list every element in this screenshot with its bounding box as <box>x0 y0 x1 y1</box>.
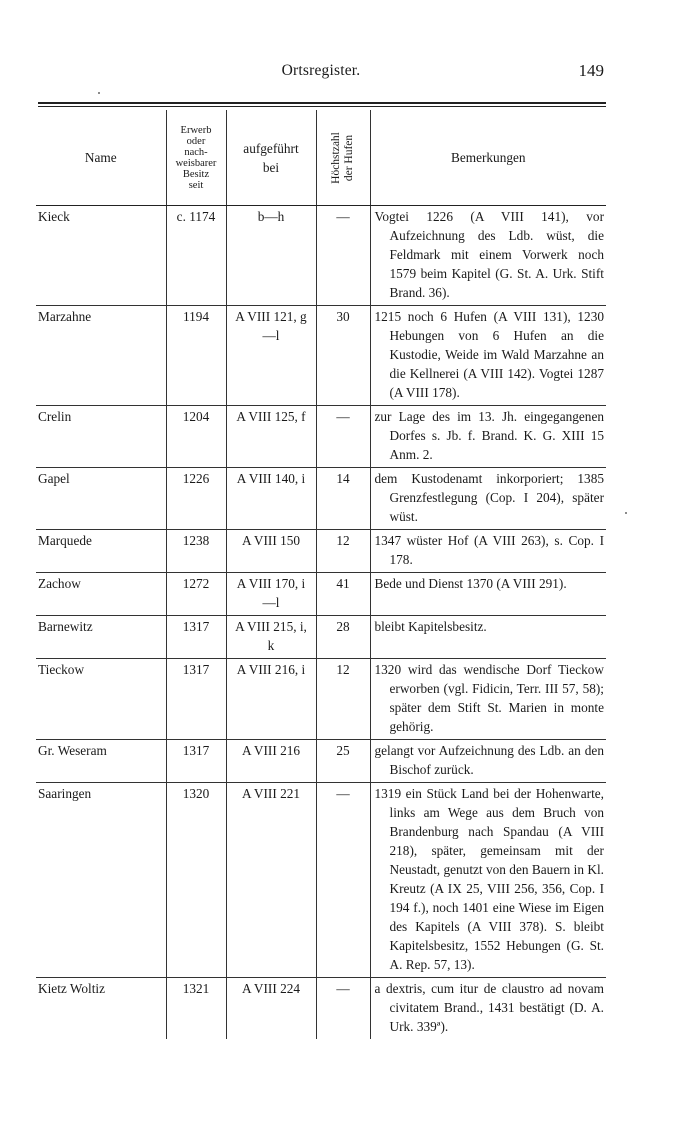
col-header-hoechstzahl-line: Höchstzahl <box>330 131 342 184</box>
col-header-bemerkungen: Bemerkungen <box>370 110 606 206</box>
remark-text: Vogtei 1226 (A VIII 141), vor Aufzeichnung des Ldb. wüst, die Feldmark mit einem Vorwerk noch 1579 beim Kapitel (G. St. A. Urk. Stift Brand. 36). <box>374 209 604 300</box>
col-header-aufgefuehrt-line: aufgeführt <box>243 140 299 156</box>
running-title: Ortsregister. <box>281 62 361 79</box>
header-rule-thin <box>38 106 606 107</box>
cell-year: 1226 <box>166 468 226 530</box>
cell-ref: A VIII 140, i <box>226 468 316 530</box>
cell-name: Marzahne <box>36 306 166 406</box>
table-row <box>36 573 606 616</box>
cell-max-hufen: 12 <box>316 659 370 740</box>
cell-year: 1238 <box>166 530 226 573</box>
cell-max-hufen: — <box>316 406 370 468</box>
cell-year: 1204 <box>166 406 226 468</box>
col-header-aufgefuehrt <box>226 110 316 206</box>
table-row <box>36 468 606 530</box>
cell-max-hufen: 41 <box>316 573 370 616</box>
table-row <box>36 406 606 468</box>
col-header-erwerb-line: Besitz <box>182 168 210 180</box>
cell-remark <box>370 783 606 978</box>
table-row <box>36 978 606 1040</box>
remark-text: gelangt vor Aufzeichnung des Ldb. an den Bischof zurück. <box>374 743 604 777</box>
cell-remark <box>370 573 606 616</box>
table-header-row <box>36 110 606 206</box>
col-header-erwerb-line: weisbarer <box>175 157 217 169</box>
cell-year: 1272 <box>166 573 226 616</box>
cell-max-hufen: 30 <box>316 306 370 406</box>
cell-ref: A VIII 215, i, k <box>226 616 316 659</box>
cell-max-hufen: — <box>316 783 370 978</box>
cell-name: Tieckow <box>36 659 166 740</box>
cell-ref: A VIII 170, i—l <box>226 573 316 616</box>
cell-ref: A VIII 224 <box>226 978 316 1040</box>
cell-max-hufen: 14 <box>316 468 370 530</box>
remark-text: bleibt Kapitelsbesitz. <box>374 619 487 634</box>
cell-name: Barnewitz <box>36 616 166 659</box>
table-row <box>36 616 606 659</box>
cell-max-hufen: 28 <box>316 616 370 659</box>
cell-max-hufen: 25 <box>316 740 370 783</box>
cell-ref: A VIII 216 <box>226 740 316 783</box>
cell-name: Kietz Woltiz <box>36 978 166 1040</box>
table-row <box>36 530 606 573</box>
cell-remark <box>370 468 606 530</box>
cell-year: 1317 <box>166 616 226 659</box>
print-speck <box>625 512 627 514</box>
cell-remark <box>370 740 606 783</box>
cell-year: 1321 <box>166 978 226 1040</box>
page-header <box>36 62 606 86</box>
cell-year: 1194 <box>166 306 226 406</box>
cell-ref: A VIII 121, g—l <box>226 306 316 406</box>
cell-name: Crelin <box>36 406 166 468</box>
remark-text: Bede und Dienst 1370 (A VIII 291). <box>374 576 567 591</box>
cell-name: Zachow <box>36 573 166 616</box>
cell-remark <box>370 530 606 573</box>
cell-name: Marquede <box>36 530 166 573</box>
col-header-erwerb-line: Erwerb <box>180 124 212 136</box>
col-header-erwerb-line: oder <box>186 135 206 147</box>
col-header-erwerb-line: seit <box>188 179 204 191</box>
remark-text: zur Lage des im 13. Jh. eingegangenen Dorfes s. Jb. f. Brand. K. G. XIII 15 Anm. 2. <box>374 409 604 462</box>
table-row <box>36 740 606 783</box>
cell-name: Gr. Weseram <box>36 740 166 783</box>
remark-text: 1320 wird das wendische Dorf Tieckow erworben (vgl. Fidicin, Terr. III 57, 58); später dem Stift St. Marien in monte gehörig. <box>374 662 604 734</box>
col-header-hoechstzahl <box>316 110 370 206</box>
place-register-table <box>36 110 606 1039</box>
col-header-erwerb-line: nach- <box>184 146 208 158</box>
cell-name: Kieck <box>36 206 166 306</box>
col-header-erwerb <box>166 110 226 206</box>
cell-year: 1320 <box>166 783 226 978</box>
cell-remark <box>370 406 606 468</box>
cell-ref: A VIII 125, f <box>226 406 316 468</box>
table-row <box>36 306 606 406</box>
remark-text: 1215 noch 6 Hufen (A VIII 131), 1230 Hebungen von 6 Hufen an die Kustodie, Weide im Wald Marzahne an die Kellnerei (A VIII 142). Vogtei 1287 (A VIII 178). <box>374 309 604 400</box>
cell-year: c. 1174 <box>166 206 226 306</box>
col-header-name: Name <box>36 110 166 206</box>
cell-year: 1317 <box>166 740 226 783</box>
cell-max-hufen: 12 <box>316 530 370 573</box>
cell-ref: A VIII 221 <box>226 783 316 978</box>
cell-remark <box>370 978 606 1040</box>
remark-text: a dextris, cum itur de claustro ad novam civitatem Brand., 1431 bestätigt (D. A. Urk. 339ª). <box>374 981 604 1034</box>
cell-remark <box>370 616 606 659</box>
col-header-hoechstzahl-line: der Hufen <box>343 134 355 181</box>
cell-year: 1317 <box>166 659 226 740</box>
cell-max-hufen: — <box>316 978 370 1040</box>
cell-ref: A VIII 216, i <box>226 659 316 740</box>
cell-name: Saaringen <box>36 783 166 978</box>
table-row <box>36 206 606 306</box>
cell-ref: b—h <box>226 206 316 306</box>
cell-remark <box>370 206 606 306</box>
table-row <box>36 659 606 740</box>
remark-text: 1347 wüster Hof (A VIII 263), s. Cop. I 178. <box>374 533 604 567</box>
table-row <box>36 783 606 978</box>
cell-remark <box>370 659 606 740</box>
remark-text: 1319 ein Stück Land bei der Hohenwarte, links am Wege aus dem Bruch von Brandenburg nach Spandau (A VIII 218), später, gemeinsam mit der Neustadt, genutzt von den Bauern in Kl. Kreutz (A IX 25, VIII 256, 356, Cop. I 194 f.), noch 1401 eine Wiese im Eigen des Kapitels (A VIII 378). S. bleibt Kapitelsbesitz, 1552 Hebungen (G. St. A. Rep. 57, 13). <box>374 786 604 972</box>
print-speck <box>98 92 100 94</box>
cell-ref: A VIII 150 <box>226 530 316 573</box>
cell-name: Gapel <box>36 468 166 530</box>
cell-max-hufen: — <box>316 206 370 306</box>
header-rule-thick <box>38 102 606 104</box>
col-header-aufgefuehrt-line: bei <box>262 159 280 175</box>
page-number: 149 <box>578 61 604 80</box>
cell-remark <box>370 306 606 406</box>
remark-text: dem Kustodenamt inkorporiert; 1385 Grenzfestlegung (Cop. I 204), später wüst. <box>374 471 604 524</box>
